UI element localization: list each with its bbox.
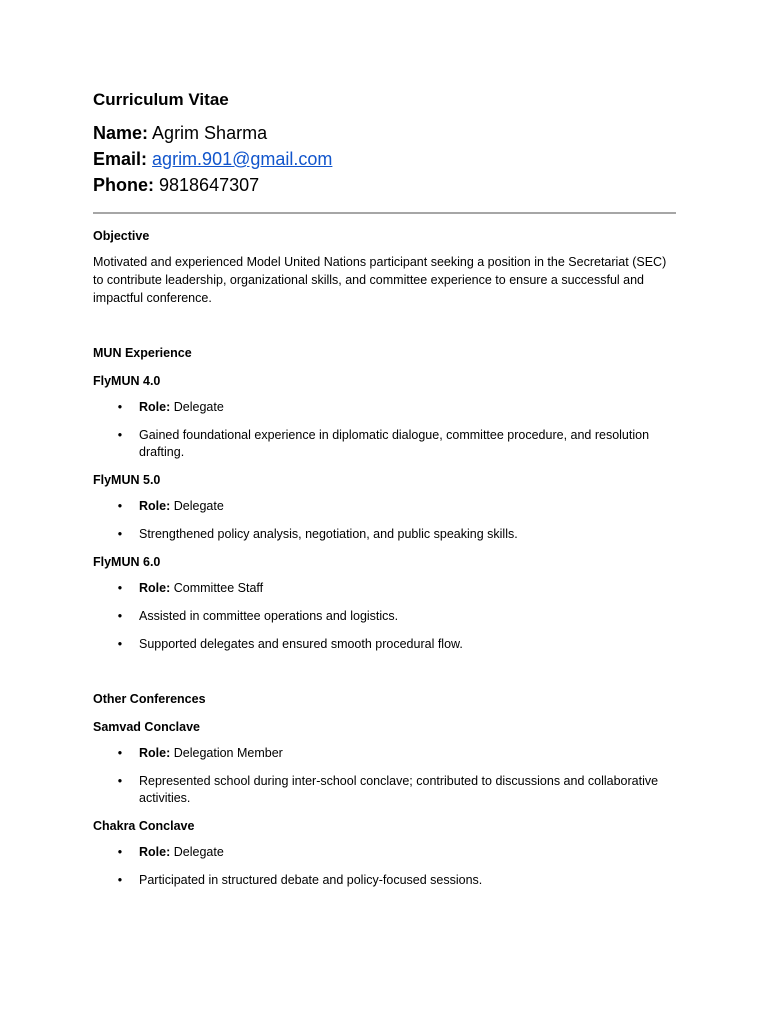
role-label: Role: — [139, 581, 171, 595]
list-item — [93, 844, 676, 861]
bullet-icon: • — [117, 845, 123, 859]
bullet-icon: • — [117, 428, 123, 442]
bullet-text: Assisted in committee operations and logistics. — [139, 609, 399, 623]
objective-heading: Objective — [93, 229, 150, 243]
bullet-icon: • — [117, 527, 123, 541]
role-value: Committee Staff — [173, 581, 264, 595]
bullet-icon: • — [117, 774, 123, 788]
bullet-icon: • — [117, 581, 123, 595]
email-label: Email: — [93, 149, 148, 169]
bullet-list — [93, 580, 676, 653]
bullet-icon: • — [117, 400, 123, 414]
phone-line — [93, 172, 676, 198]
bullet-list — [93, 745, 676, 807]
conference-name: Samvad Conclave — [93, 720, 200, 734]
email-line — [93, 146, 676, 172]
bullet-text: Supported delegates and ensured smooth procedural flow. — [139, 637, 463, 651]
list-item — [93, 872, 676, 889]
bullet-text: Represented school during inter-school conclave; contributed to discussions and collaborative activities. — [139, 774, 659, 805]
phone-label: Phone: — [93, 175, 154, 195]
mun-experience-heading: MUN Experience — [93, 346, 192, 360]
role-label: Role: — [139, 746, 171, 760]
bullet-text: Participated in structured debate and policy-focused sessions. — [139, 873, 483, 887]
conference-name: FlyMUN 4.0 — [93, 374, 161, 388]
name-value: Agrim Sharma — [152, 123, 268, 143]
other-conferences-heading: Other Conferences — [93, 692, 206, 706]
bullet-text: Strengthened policy analysis, negotiation, and public speaking skills. — [139, 527, 518, 541]
bullet-icon: • — [117, 609, 123, 623]
bullet-text: Gained foundational experience in diplomatic dialogue, committee procedure, and resolution drafting. — [139, 428, 650, 459]
phone-value: 9818647307 — [159, 175, 260, 195]
list-item — [93, 745, 676, 762]
list-item — [93, 427, 676, 461]
list-item — [93, 580, 676, 597]
bullet-list — [93, 399, 676, 461]
objective-text: Motivated and experienced Model United Nations participant seeking a position in the Secretariat (SEC) to contribute leadership, organizational skills, and committee experience to ensure a successful and impactful conference. — [93, 255, 667, 305]
role-label: Role: — [139, 400, 171, 414]
cv-page — [93, 86, 676, 889]
horizontal-divider — [93, 212, 676, 214]
conference-name: FlyMUN 5.0 — [93, 473, 161, 487]
list-item — [93, 399, 676, 416]
list-item — [93, 608, 676, 625]
bullet-icon: • — [117, 637, 123, 651]
role-label: Role: — [139, 499, 171, 513]
conference-name: FlyMUN 6.0 — [93, 555, 161, 569]
list-item — [93, 636, 676, 653]
role-value: Delegation Member — [173, 746, 283, 760]
bullet-list — [93, 498, 676, 543]
bullet-list — [93, 844, 676, 889]
role-label: Role: — [139, 845, 171, 859]
bullet-icon: • — [117, 873, 123, 887]
list-item — [93, 773, 676, 807]
list-item — [93, 526, 676, 543]
role-value: Delegate — [173, 845, 224, 859]
conference-name: Chakra Conclave — [93, 819, 195, 833]
role-value: Delegate — [173, 400, 224, 414]
bullet-icon: • — [117, 746, 123, 760]
bullet-icon: • — [117, 499, 123, 513]
name-label: Name: — [93, 123, 149, 143]
list-item — [93, 498, 676, 515]
email-link[interactable]: agrim.901@gmail.com — [152, 149, 333, 169]
name-line — [93, 120, 676, 146]
document-title: Curriculum Vitae — [93, 90, 229, 109]
role-value: Delegate — [173, 499, 224, 513]
